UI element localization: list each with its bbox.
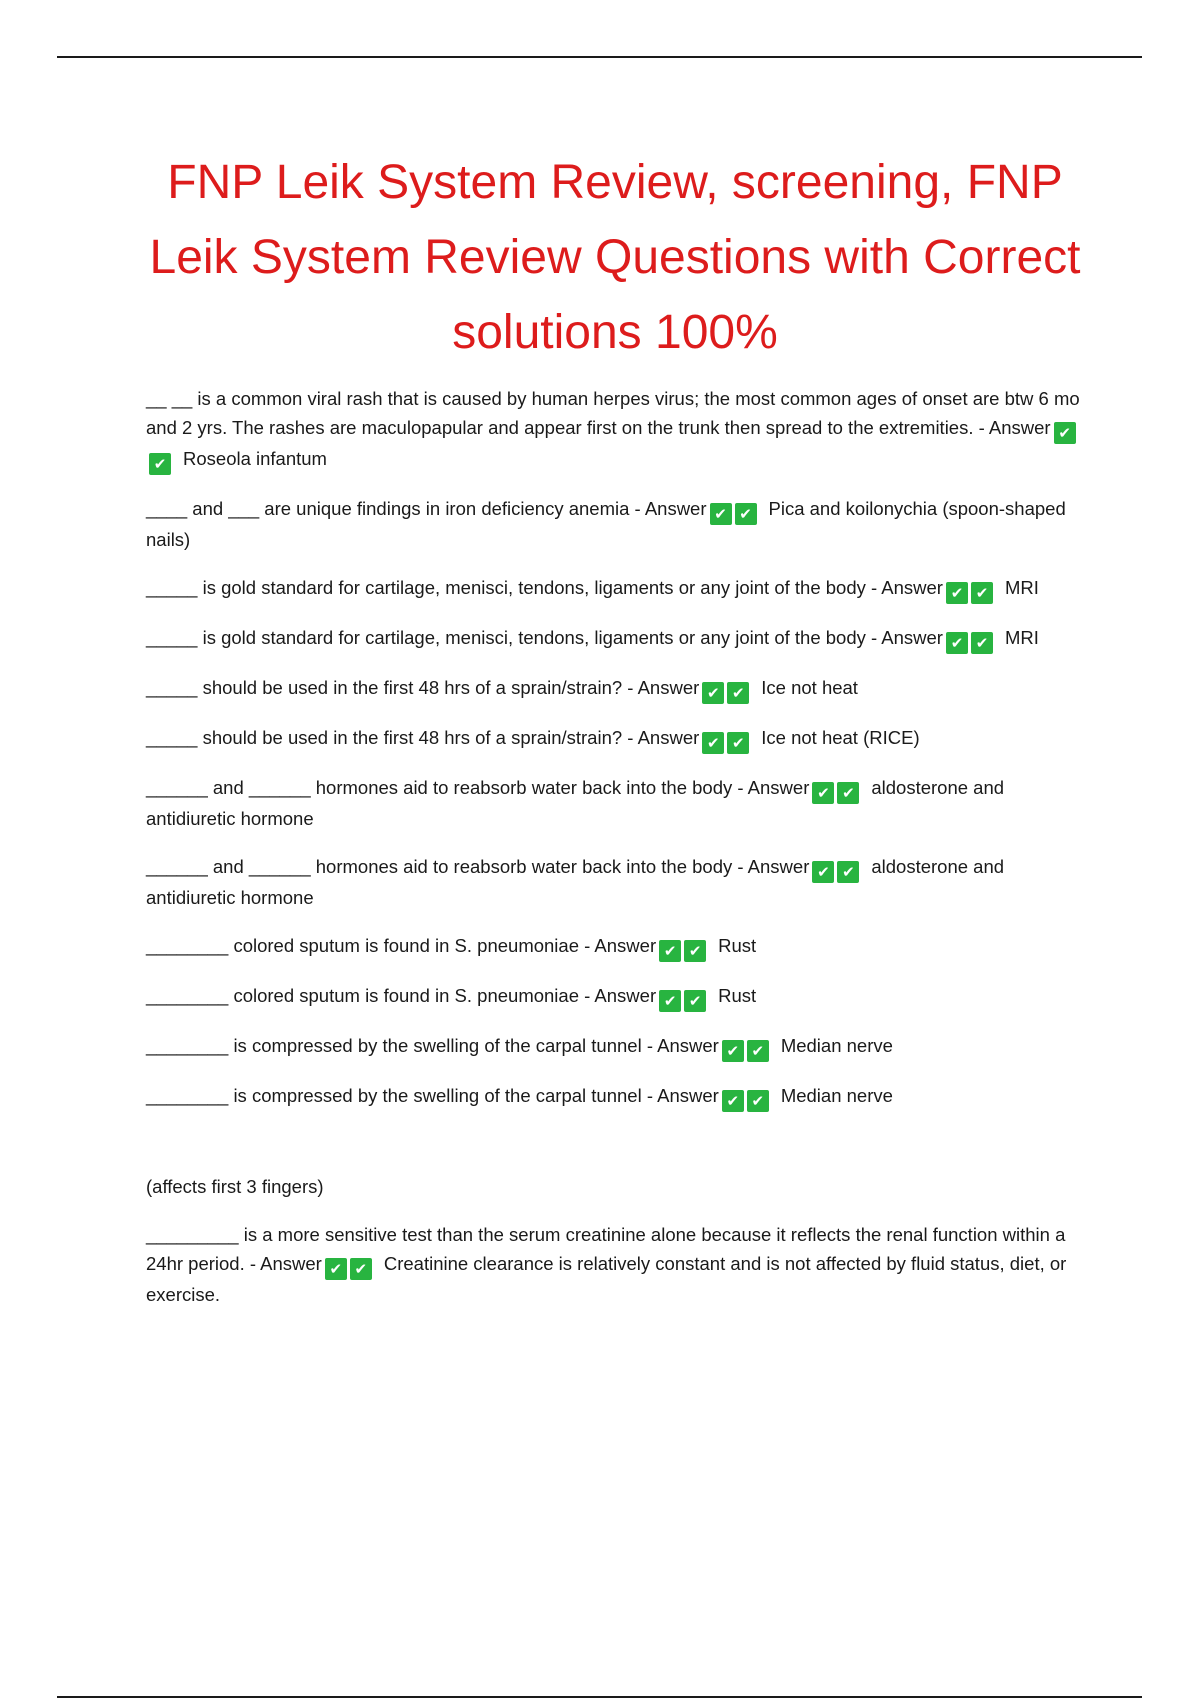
check-icon: ✔ <box>722 1040 744 1062</box>
check-icon: ✔ <box>837 861 859 883</box>
question-text: ______ and ______ hormones aid to reabsorb water back into the body - Answer <box>146 777 810 798</box>
document-title: FNP Leik System Review, screening, FNP Leik System Review Questions with Correct solutions 100% <box>149 156 1081 359</box>
check-icon: ✔ <box>659 940 681 962</box>
qa-item <box>146 673 1086 704</box>
check-icon: ✔ <box>735 503 757 525</box>
qa-item <box>146 384 1086 475</box>
check-icon: ✔ <box>1054 422 1076 444</box>
answer-text: Pica and koilonychia (spoon-shaped nails) <box>146 498 1066 550</box>
question-text: ________ colored sputum is found in S. pneumoniae - Answer <box>146 985 657 1006</box>
check-icon: ✔ <box>946 632 968 654</box>
answer-text: Rust <box>718 985 757 1006</box>
answer-checks <box>699 727 749 752</box>
qa-item <box>146 1081 1086 1112</box>
bottom-rule <box>57 1696 1142 1698</box>
note-text: (affects first 3 fingers) <box>146 1176 324 1197</box>
check-icon: ✔ <box>812 782 834 804</box>
check-icon: ✔ <box>747 1090 769 1112</box>
question-text: ________ is compressed by the swelling of the carpal tunnel - Answer <box>146 1085 719 1106</box>
check-icon: ✔ <box>684 990 706 1012</box>
check-icon: ✔ <box>812 861 834 883</box>
check-icon: ✔ <box>727 682 749 704</box>
answer-text: Ice not heat <box>761 677 858 698</box>
qa-item <box>146 1220 1086 1309</box>
qa-item <box>146 981 1086 1012</box>
answer-text: Median nerve <box>780 1085 893 1106</box>
answer-text: aldosterone and antidiuretic hormone <box>146 856 1005 908</box>
check-icon: ✔ <box>684 940 706 962</box>
answer-checks <box>719 1085 769 1110</box>
qa-item <box>146 494 1086 554</box>
answer-checks <box>943 627 993 652</box>
answer-text: Roseola infantum <box>183 448 327 469</box>
qa-list <box>146 384 1086 1328</box>
check-icon: ✔ <box>710 503 732 525</box>
check-icon: ✔ <box>971 632 993 654</box>
top-rule <box>57 56 1142 58</box>
check-icon: ✔ <box>727 732 749 754</box>
answer-checks <box>809 856 859 881</box>
answer-text: Median nerve <box>780 1035 893 1056</box>
qa-item <box>146 852 1086 912</box>
answer-text: aldosterone and antidiuretic hormone <box>146 777 1005 829</box>
check-icon: ✔ <box>702 682 724 704</box>
answer-text: Ice not heat (RICE) <box>761 727 920 748</box>
answer-checks <box>943 577 993 602</box>
answer-text: MRI <box>1004 577 1039 598</box>
question-text: ________ colored sputum is found in S. pneumoniae - Answer <box>146 935 657 956</box>
question-text: ______ and ______ hormones aid to reabsorb water back into the body - Answer <box>146 856 810 877</box>
check-icon: ✔ <box>325 1258 347 1280</box>
qa-item <box>146 1031 1086 1062</box>
answer-checks <box>322 1253 372 1278</box>
qa-item <box>146 573 1086 604</box>
question-text: _____ is gold standard for cartilage, menisci, tendons, ligaments or any joint of the body - Answer <box>146 627 943 648</box>
check-icon: ✔ <box>702 732 724 754</box>
answer-text: Rust <box>718 935 757 956</box>
check-icon: ✔ <box>837 782 859 804</box>
answer-checks <box>707 498 757 523</box>
answer-checks <box>719 1035 769 1060</box>
answer-checks <box>656 935 706 960</box>
question-text: _________ is a more sensitive test than the serum creatinine alone because it reflects the renal function within a 24hr period. - Answer <box>146 1224 1066 1274</box>
check-icon: ✔ <box>659 990 681 1012</box>
check-icon: ✔ <box>747 1040 769 1062</box>
qa-item <box>146 723 1086 754</box>
question-text: ____ and ___ are unique findings in iron deficiency anemia - Answer <box>146 498 707 519</box>
check-icon: ✔ <box>971 582 993 604</box>
check-icon: ✔ <box>350 1258 372 1280</box>
question-text: __ __ is a common viral rash that is caused by human herpes virus; the most common ages of onset are btw 6 mo and 2 yrs. The rashes are maculopapular and appear first on the trunk then spread to the extremities. - Answer <box>146 388 1080 438</box>
question-text: _____ should be used in the first 48 hrs of a sprain/strain? - Answer <box>146 727 700 748</box>
qa-item <box>146 623 1086 654</box>
question-text: _____ is gold standard for cartilage, menisci, tendons, ligaments or any joint of the body - Answer <box>146 577 943 598</box>
answer-checks <box>656 985 706 1010</box>
question-text: ________ is compressed by the swelling of the carpal tunnel - Answer <box>146 1035 719 1056</box>
check-icon: ✔ <box>946 582 968 604</box>
answer-text: Creatinine clearance is relatively constant and is not affected by fluid status, diet, or exercise. <box>146 1253 1067 1305</box>
question-text: _____ should be used in the first 48 hrs of a sprain/strain? - Answer <box>146 677 700 698</box>
qa-item <box>146 773 1086 833</box>
qa-item <box>146 931 1086 962</box>
answer-checks <box>699 677 749 702</box>
check-icon: ✔ <box>722 1090 744 1112</box>
check-icon: ✔ <box>149 453 171 475</box>
answer-checks <box>809 777 859 802</box>
answer-text: MRI <box>1004 627 1039 648</box>
